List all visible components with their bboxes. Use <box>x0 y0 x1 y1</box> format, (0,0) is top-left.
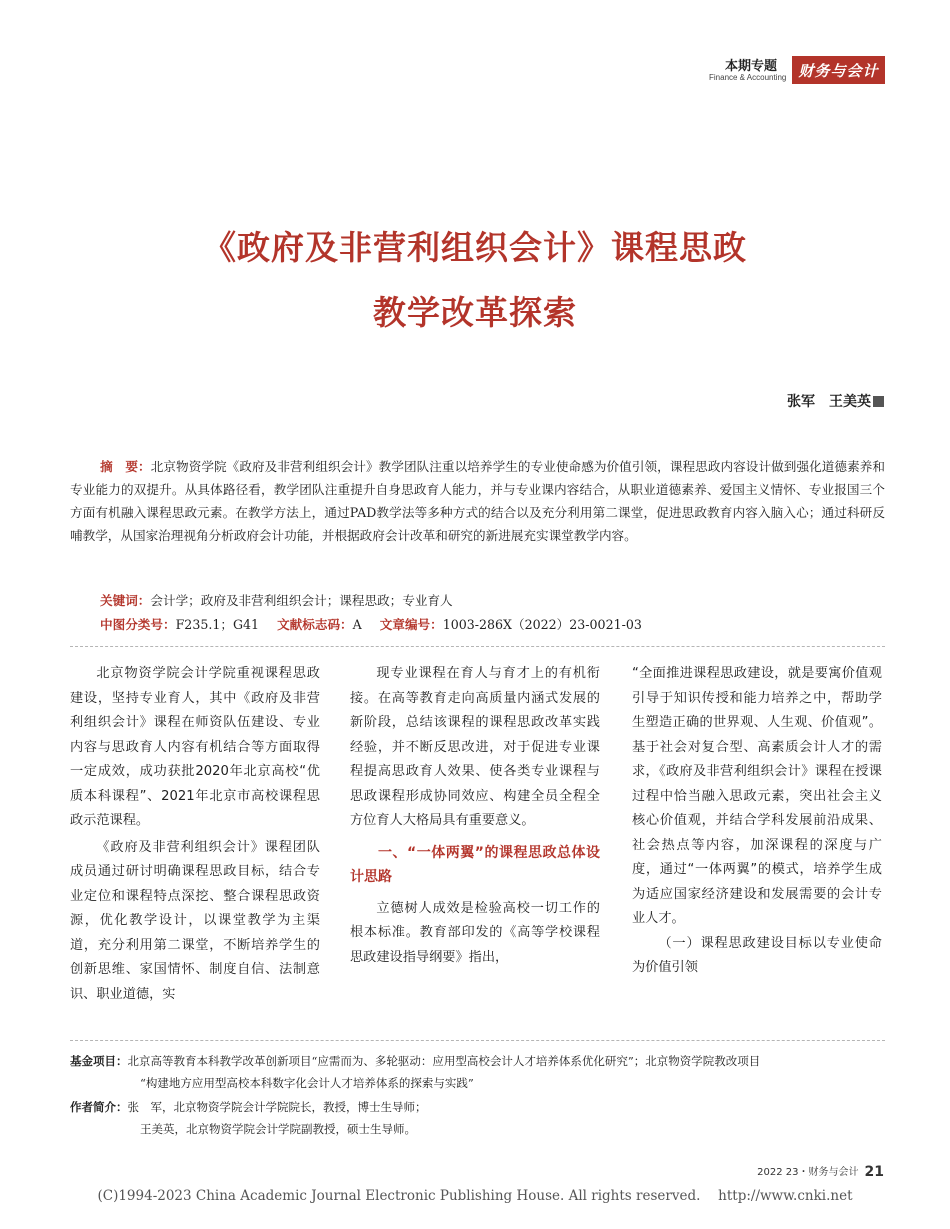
paragraph: 《政府及非营利组织会计》课程团队成员通过研讨明确课程思政目标，结合专业定位和课程特点深挖、整合课程思政资源，优化教学设计，以课堂教学为主渠道，充分利用第二课堂，不断培养学生的创新思维、家国情怀、制度自信、法制意识、职业道德，实 <box>70 839 320 1002</box>
section-label: 本期专题 <box>725 59 778 74</box>
author-note <box>70 1096 427 1118</box>
end-square-icon <box>873 396 884 407</box>
author-bio-1: 张 军，北京物资学院会计学院院长，教授，博士生导师； <box>127 1100 427 1114</box>
paragraph: （一）课程思政建设目标以专业使命为价值引领 <box>632 935 882 975</box>
body-column-3 <box>632 662 882 981</box>
fund-label: 基金项目： <box>70 1054 128 1068</box>
section-heading: 一、“一体两翼”的课程思政总体设计思路 <box>350 844 600 885</box>
paragraph: 立德树人成效是检验高校一切工作的根本标准。教育部印发的《高等学校课程思政建设指导纲要》指出， <box>350 900 600 965</box>
article-title-line-2: 教学改革探索 <box>373 293 577 332</box>
keywords-label: 关键词： <box>100 593 151 608</box>
document-code-label: 文献标志码： <box>277 617 353 632</box>
authors <box>787 391 884 411</box>
keywords <box>100 590 453 609</box>
page-number: 21 <box>864 1164 884 1180</box>
article-number: 1003-286X（2022）23-0021-03 <box>442 617 642 632</box>
paragraph: 现专业课程在育人与育才上的有机衔接。在高等教育走向高质量内涵式发展的新阶段，总结该课程的课程思政改革实践经验，并不断反思改进，对于促进专业课程提高思政育人效果、使各类专业课程与思政课程形成协同效应、构建全员全程全方位育人大格局具有重要意义。 <box>350 666 600 828</box>
document-code: A <box>352 617 362 632</box>
author-bio-label: 作者简介： <box>70 1100 128 1114</box>
abstract-label: 摘 要： <box>100 459 151 474</box>
keywords-text: 会计学；政府及非营利组织会计；课程思政；专业育人 <box>150 593 453 608</box>
author-names: 张军 王美英 <box>787 394 871 410</box>
journal-logo: 财务与会计 <box>792 56 885 84</box>
body-column-1 <box>70 662 320 1007</box>
author-bio-2: 王美英，北京物资学院会计学院副教授，硕士生导师。 <box>140 1122 416 1136</box>
classification-line <box>100 614 642 633</box>
clc-number: F235.1；G41 <box>175 617 260 632</box>
fund-note <box>70 1050 760 1072</box>
body-column-2 <box>350 662 600 970</box>
abstract <box>70 455 885 547</box>
page-footer <box>757 1163 884 1180</box>
fund-note-continued: “构建地方应用型高校本科数字化会计人才培养体系的探索与实践” <box>140 1076 474 1090</box>
paragraph: 北京物资学院会计学院重视课程思政建设，坚持专业育人，其中《政府及非营利组织会计》课程在师资队伍建设、专业内容与思政育人内容有机结合等方面取得一定成效，成功获批2020年北京高校“优质本科课程”、2021年北京市高校课程思政示范课程。 <box>70 666 320 828</box>
clc-label: 中图分类号： <box>100 617 176 632</box>
journal-english-name: Finance & Accounting <box>709 73 787 82</box>
divider-top <box>70 646 885 647</box>
divider-footnotes <box>70 1040 885 1041</box>
paragraph: “全面推进课程思政建设，就是要寓价值观引导于知识传授和能力培养之中，帮助学生塑造正确的世界观、人生观、价值观”。基于社会对复合型、高素质会计人才的需求，《政府及非营利组织会计》课程在授课过程中恰当融入思政元素，突出社会主义核心价值观，并结合学科发展前沿成果、社会热点等内容，加深课程的深度与广度，通过“一体两翼”的模式，培养学生成为适应国家经济建设和发展需要的会计专业人才。 <box>632 666 882 926</box>
article-title-line-1: 《政府及非营利组织会计》课程思政 <box>203 228 747 267</box>
abstract-text: 北京物资学院《政府及非营利组织会计》教学团队注重以培养学生的专业使命感为价值引领，课程思政内容设计做到强化道德素养和专业能力的双提升。从具体路径看，教学团队注重提升自身思政育人能力，并与专业课内容结合，从职业道德素养、爱国主义情怀、专业报国三个方面有机融入课程思政元素。在教学方法上，通过PAD教学法等多种方式的结合以及充分利用第二课堂，促进思政教育内容入脑入心；通过科研反哺教学，从国家治理视角分析政府会计功能，并根据政府会计改革和研究的新进展充实课堂教学内容。 <box>70 459 886 543</box>
issue-info: 2022 23・财务与会计 <box>757 1167 859 1178</box>
article-number-label: 文章编号： <box>379 617 443 632</box>
copyright-notice: (C)1994-2023 China Academic Journal Electronic Publishing House. All rights reserved. http://www.cnki.net <box>97 1188 853 1204</box>
fund-text-1: 北京高等教育本科教学改革创新项目“应需而为、多轮驱动：应用型高校会计人才培养体系优化研究”；北京物资学院教改项目 <box>127 1054 761 1068</box>
